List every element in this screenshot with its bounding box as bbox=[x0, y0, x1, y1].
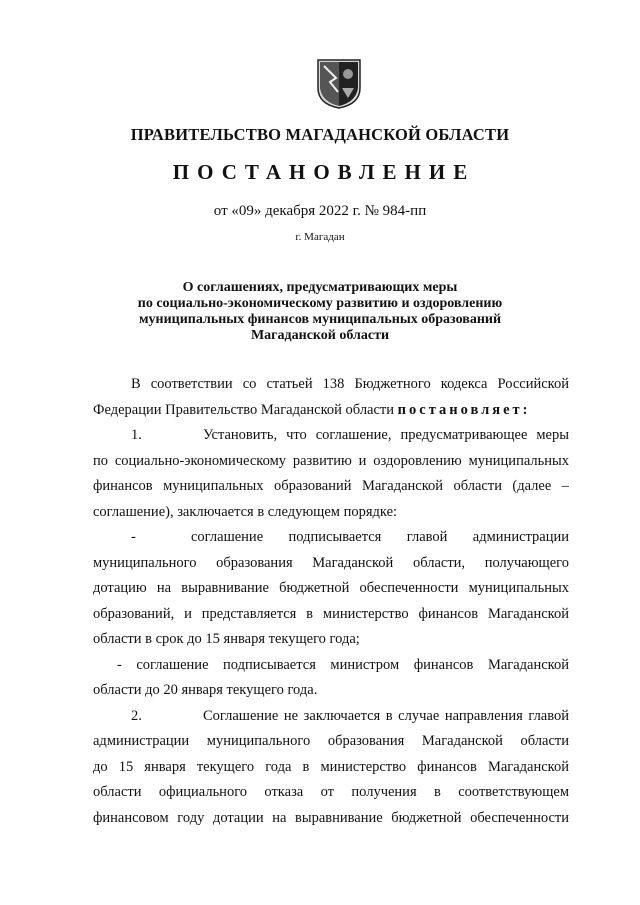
body-line: образований, и представляется в министерство финансов Магаданской bbox=[93, 605, 569, 622]
document-body bbox=[93, 372, 569, 831]
coat-of-arms-emblem bbox=[316, 58, 362, 110]
body-line: финансов муниципальных образований Магаданской области (далее – bbox=[93, 478, 569, 494]
body-line: муниципального образования Магаданской области, получающего bbox=[93, 554, 569, 571]
body-text: Установить, что соглашение, предусматривающее меры bbox=[203, 427, 569, 443]
title-line: муниципальных финансов муниципальных образований bbox=[138, 312, 502, 327]
body-text: Федерации Правительство Магаданской области bbox=[93, 401, 398, 418]
body-line: по социально-экономическому развитию и оздоровлению муниципальных bbox=[93, 452, 569, 469]
paragraph-number: 1. bbox=[131, 427, 142, 443]
body-line: области официального отказа от получения в соответствующем bbox=[93, 784, 569, 800]
bullet-1-first-line bbox=[93, 525, 569, 551]
title-line: Магаданской области bbox=[250, 328, 390, 343]
paragraph-2-first-line bbox=[93, 704, 569, 730]
title-line: по социально-экономическому развитию и оздоровлению bbox=[137, 296, 503, 311]
city-label: г. Магадан bbox=[295, 231, 345, 243]
emphasized-verb: постановляет: bbox=[397, 401, 531, 418]
body-line: финансовом году дотации на выравнивание бюджетной обеспеченности bbox=[93, 809, 569, 826]
body-line: В соответствии со статьей 138 Бюджетного кодекса Российской bbox=[131, 376, 569, 392]
body-text: соглашение подписывается главой администрации bbox=[191, 529, 569, 545]
body-line: области до 20 января текущего года. bbox=[93, 682, 318, 698]
date-and-number: от «09» декабря 2022 г. № 984-пп bbox=[213, 203, 427, 219]
government-heading: ПРАВИТЕЛЬСТВО МАГАДАНСКОЙ ОБЛАСТИ bbox=[130, 125, 510, 144]
body-line: - соглашение подписывается министром финансов Магаданской bbox=[117, 656, 569, 673]
document-title bbox=[80, 280, 560, 344]
title-line: О соглашениях, предусматривающих меры bbox=[182, 280, 458, 295]
paragraph-1-first-line bbox=[93, 423, 569, 449]
paragraph-number: 2. bbox=[131, 707, 142, 724]
document-type-heading: ПОСТАНОВЛЕНИЕ bbox=[172, 160, 476, 184]
body-line: администрации муниципального образования Магаданской области bbox=[93, 733, 569, 749]
body-text: Соглашение не заключается в случае направления главой bbox=[203, 707, 569, 724]
body-line bbox=[93, 398, 569, 424]
bullet-dash: - bbox=[131, 529, 136, 545]
body-line: соглашение), заключается в следующем порядке: bbox=[93, 503, 398, 520]
body-line: области в срок до 15 января текущего года; bbox=[93, 631, 360, 647]
body-line: дотацию на выравнивание бюджетной обеспеченности муниципальных bbox=[93, 580, 569, 596]
body-line: до 15 января текущего года в министерство финансов Магаданской bbox=[93, 758, 569, 775]
